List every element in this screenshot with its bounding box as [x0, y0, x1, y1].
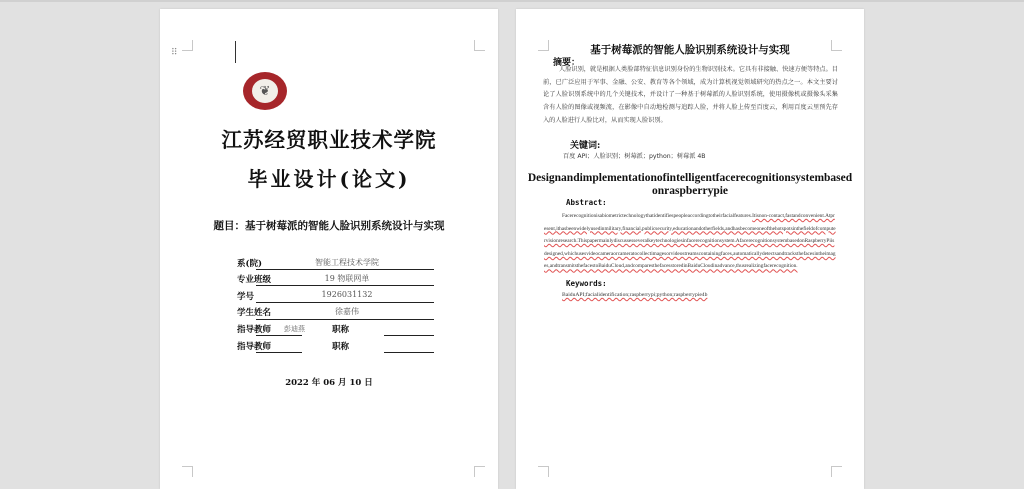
- underline: [256, 285, 434, 286]
- info-label-student-id: 学号: [237, 292, 255, 302]
- info-label-class: 专业班级: [237, 275, 272, 285]
- info-value-class: 19 物联网单: [324, 274, 370, 283]
- block-drag-handle-icon[interactable]: ⠿: [171, 48, 177, 58]
- margin-corner-mark: [182, 40, 193, 51]
- viewer-top-border: [0, 0, 1024, 2]
- school-name: 江苏经贸职业技术学院: [221, 128, 437, 152]
- advisor-label-1: 指导教师: [237, 325, 272, 335]
- info-value-department: 智能工程技术学院: [315, 258, 379, 267]
- margin-corner-mark: [831, 466, 842, 477]
- abstract-text-en-part1: Facerecognitionisabiometrictechnologythatidentifiespeopleaccordingtotheirfacialfeatures.: [562, 213, 753, 219]
- margin-corner-mark: [474, 40, 485, 51]
- abstract-heading-cn: 摘要：: [553, 58, 581, 68]
- underline: [256, 335, 302, 336]
- document-type-title: 毕业设计(论文): [247, 167, 411, 191]
- underline: [256, 302, 434, 303]
- advisor-name-1: 彭迪燕: [284, 325, 305, 333]
- underline: [384, 335, 434, 336]
- info-value-student-id: 1926031132: [321, 290, 373, 299]
- thesis-topic: 题目：基于树莓派的智能人脸识别系统设计与实现: [213, 220, 445, 232]
- underline: [256, 269, 434, 270]
- info-label-department: 系(院): [237, 259, 263, 269]
- abstract-text-en: [544, 210, 836, 273]
- advisor-label-2: 指导教师: [237, 342, 272, 352]
- underline: [256, 319, 434, 320]
- abstract-text-cn: 人脸识别，就是根据人类脸部特征信息识别身份的生物识别技术。它具有非接触、快速方便等特点。目前，已广泛应用于军事、金融、公安、教育等各个领域，成为计算机视觉领域研究的热点之一。本文主要讨论了人脸识别系统中的几个关键技术，并设计了一种基于树莓派的人脸识别系统，使用摄像机或摄像头采集含有人脸的图像或视频流，在影像中自动地检测与追踪人脸，并将人脸上传至百度云，利用百度云里预先存入的人脸进行人脸比对，从而实现人脸识别。: [543, 66, 838, 124]
- document-page-cover[interactable]: [160, 9, 498, 489]
- keywords-heading-cn: 关键词:: [570, 141, 601, 151]
- margin-corner-mark: [182, 466, 193, 477]
- abstract-heading-en: Abstract:: [566, 198, 607, 207]
- advisor-title-label-2: 职称: [332, 342, 350, 352]
- chinese-title: 基于树莓派的智能人脸识别系统设计与实现: [590, 44, 790, 56]
- keywords-cn: 百度 API；人脸识别；树莓派；python；树莓派 4B: [563, 153, 706, 160]
- school-emblem-icon: ❦: [243, 72, 287, 110]
- underline: [256, 352, 302, 353]
- advisor-title-label-1: 职称: [332, 325, 350, 335]
- english-title: Designandimplementationofintelligentfacerecognitionsystembasedonraspberrypie: [527, 172, 853, 197]
- margin-corner-mark: [538, 466, 549, 477]
- text-cursor: [235, 41, 236, 63]
- underline: [384, 352, 434, 353]
- abstract-text-en-spellcheck-marked: Itisnon-contact,fastandconvenient.Atpresent,ithasbeenwidelyusedinmilitary,financial,publicsecurity,educationandotherfields,andhasbecomeoneofthehotspotsinthefieldofcomputervisionresearch.Thispapermainlydiscussesseveralkeytechnologiesinfacerecognitionsystem.AfacerecognitionsystembasedonRaspberryPiisdesigned,whichusesvideocameraorcameratocollectimagesorvideostreamscontainingfaces,automaticallydetectsandtracksthefacesintheimages,andtransmitsthefacestoBaiduCloud,andcomparesthefacesstoredinBaiduCloudinadvance,thusrealizingfacerecognition.: [544, 213, 836, 270]
- info-value-student-name: 徐嘉伟: [335, 307, 359, 316]
- submission-date: 2022 年 06 月 10 日: [285, 378, 373, 388]
- keywords-en: BaiduAPI;facialidentification;raspberrypi;python;raspberrypie4b: [562, 292, 708, 298]
- margin-corner-mark: [474, 466, 485, 477]
- keywords-heading-en: Keywords:: [566, 279, 607, 288]
- info-label-student-name: 学生姓名: [237, 308, 272, 318]
- document-page-abstract[interactable]: [516, 9, 864, 489]
